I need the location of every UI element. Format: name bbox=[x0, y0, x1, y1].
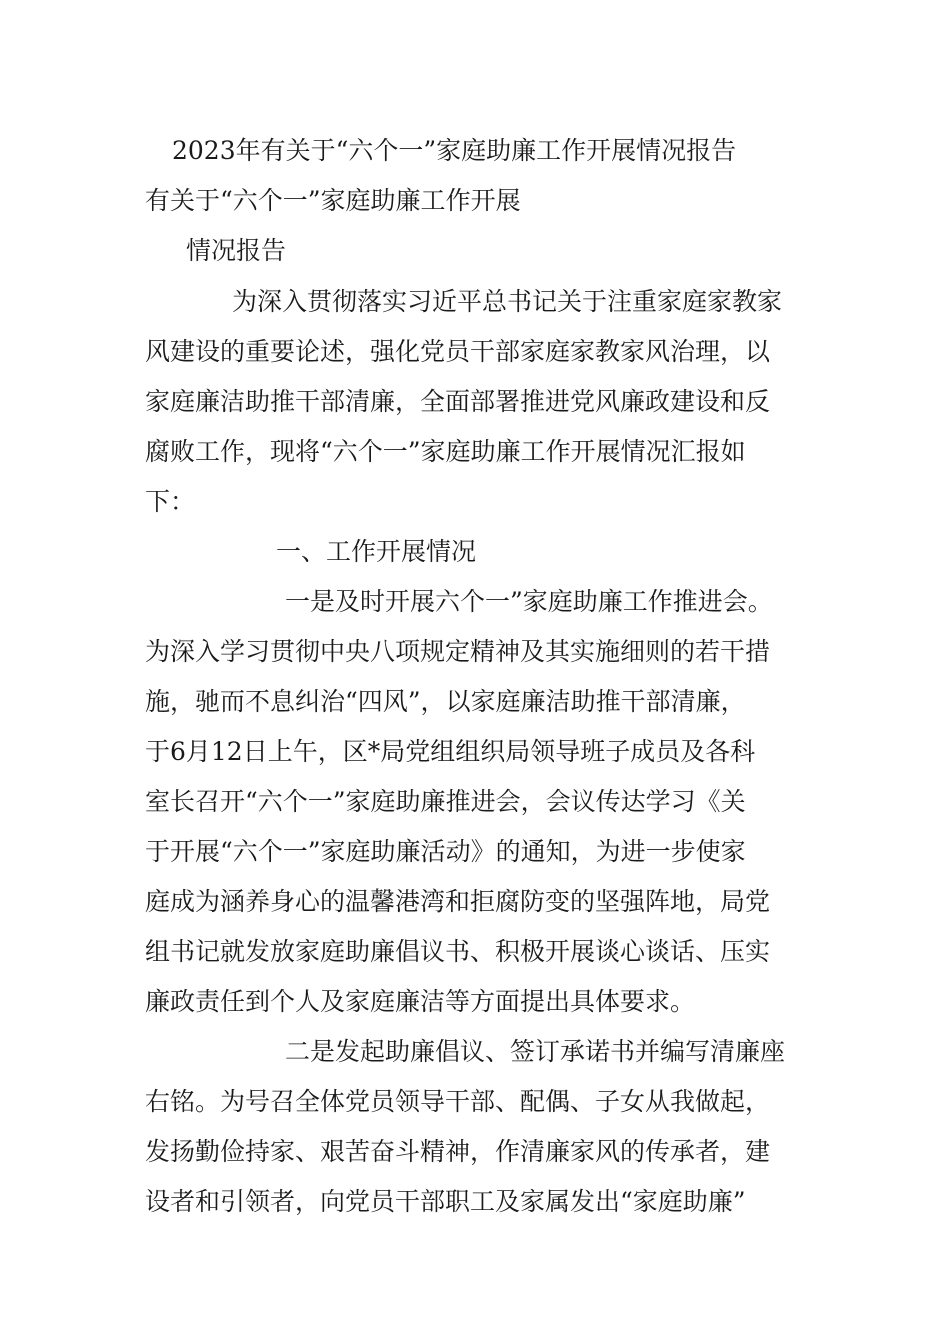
subtitle-line-1: 有关于“六个一”家庭助廉工作开展 bbox=[145, 186, 521, 215]
paragraph-line: 一是及时开展六个一”家庭助廉工作推进会。 bbox=[285, 587, 773, 616]
paragraph-line: 为深入学习贯彻中央八项规定精神及其实施细则的若干措 bbox=[145, 637, 771, 666]
paragraph-line: 廉政责任到个人及家庭廉洁等方面提出具体要求。 bbox=[145, 987, 696, 1016]
paragraph-line: 右铭。为号召全体党员领导干部、配偶、子女从我做起， bbox=[145, 1087, 771, 1116]
paragraph-line: 腐败工作，现将“六个一”家庭助廉工作开展情况汇报如 bbox=[145, 437, 746, 466]
paragraph-line: 下： bbox=[145, 487, 196, 516]
paragraph-line: 二是发起助廉倡议、签订承诺书并编写清廉座 bbox=[285, 1037, 786, 1066]
paragraph-line: 庭成为涵养身心的温馨港湾和拒腐防变的坚强阵地，局党 bbox=[145, 887, 771, 916]
paragraph-line: 施，驰而不息纠治“四风”，以家庭廉洁助推干部清廉， bbox=[145, 687, 746, 716]
paragraph-line: 于开展“六个一”家庭助廉活动》的通知，为进一步使家 bbox=[145, 837, 746, 866]
paragraph-line: 于6月12日上午，区*局党组组织局领导班子成员及各科 bbox=[145, 737, 756, 766]
paragraph-line: 家庭廉洁助推干部清廉，全面部署推进党风廉政建设和反 bbox=[145, 387, 771, 416]
document-title: 2023年有关于“六个一”家庭助廉工作开展情况报告 bbox=[172, 136, 737, 165]
subtitle-line-2: 情况报告 bbox=[186, 236, 287, 265]
section-heading: 一、工作开展情况 bbox=[276, 537, 477, 566]
paragraph-line: 室长召开“六个一”家庭助廉推进会，会议传达学习《关 bbox=[145, 787, 746, 816]
paragraph-line: 为深入贯彻落实习近平总书记关于注重家庭家教家 bbox=[232, 287, 783, 316]
paragraph-line: 组书记就发放家庭助廉倡议书、积极开展谈心谈话、压实 bbox=[145, 937, 771, 966]
paragraph-line: 风建设的重要论述，强化党员干部家庭家教家风治理，以 bbox=[145, 337, 771, 366]
paragraph-line: 设者和引领者，向党员干部职工及家属发出“家庭助廉” bbox=[145, 1187, 746, 1216]
paragraph-line: 发扬勤俭持家、艰苦奋斗精神，作清廉家风的传承者，建 bbox=[145, 1137, 771, 1166]
